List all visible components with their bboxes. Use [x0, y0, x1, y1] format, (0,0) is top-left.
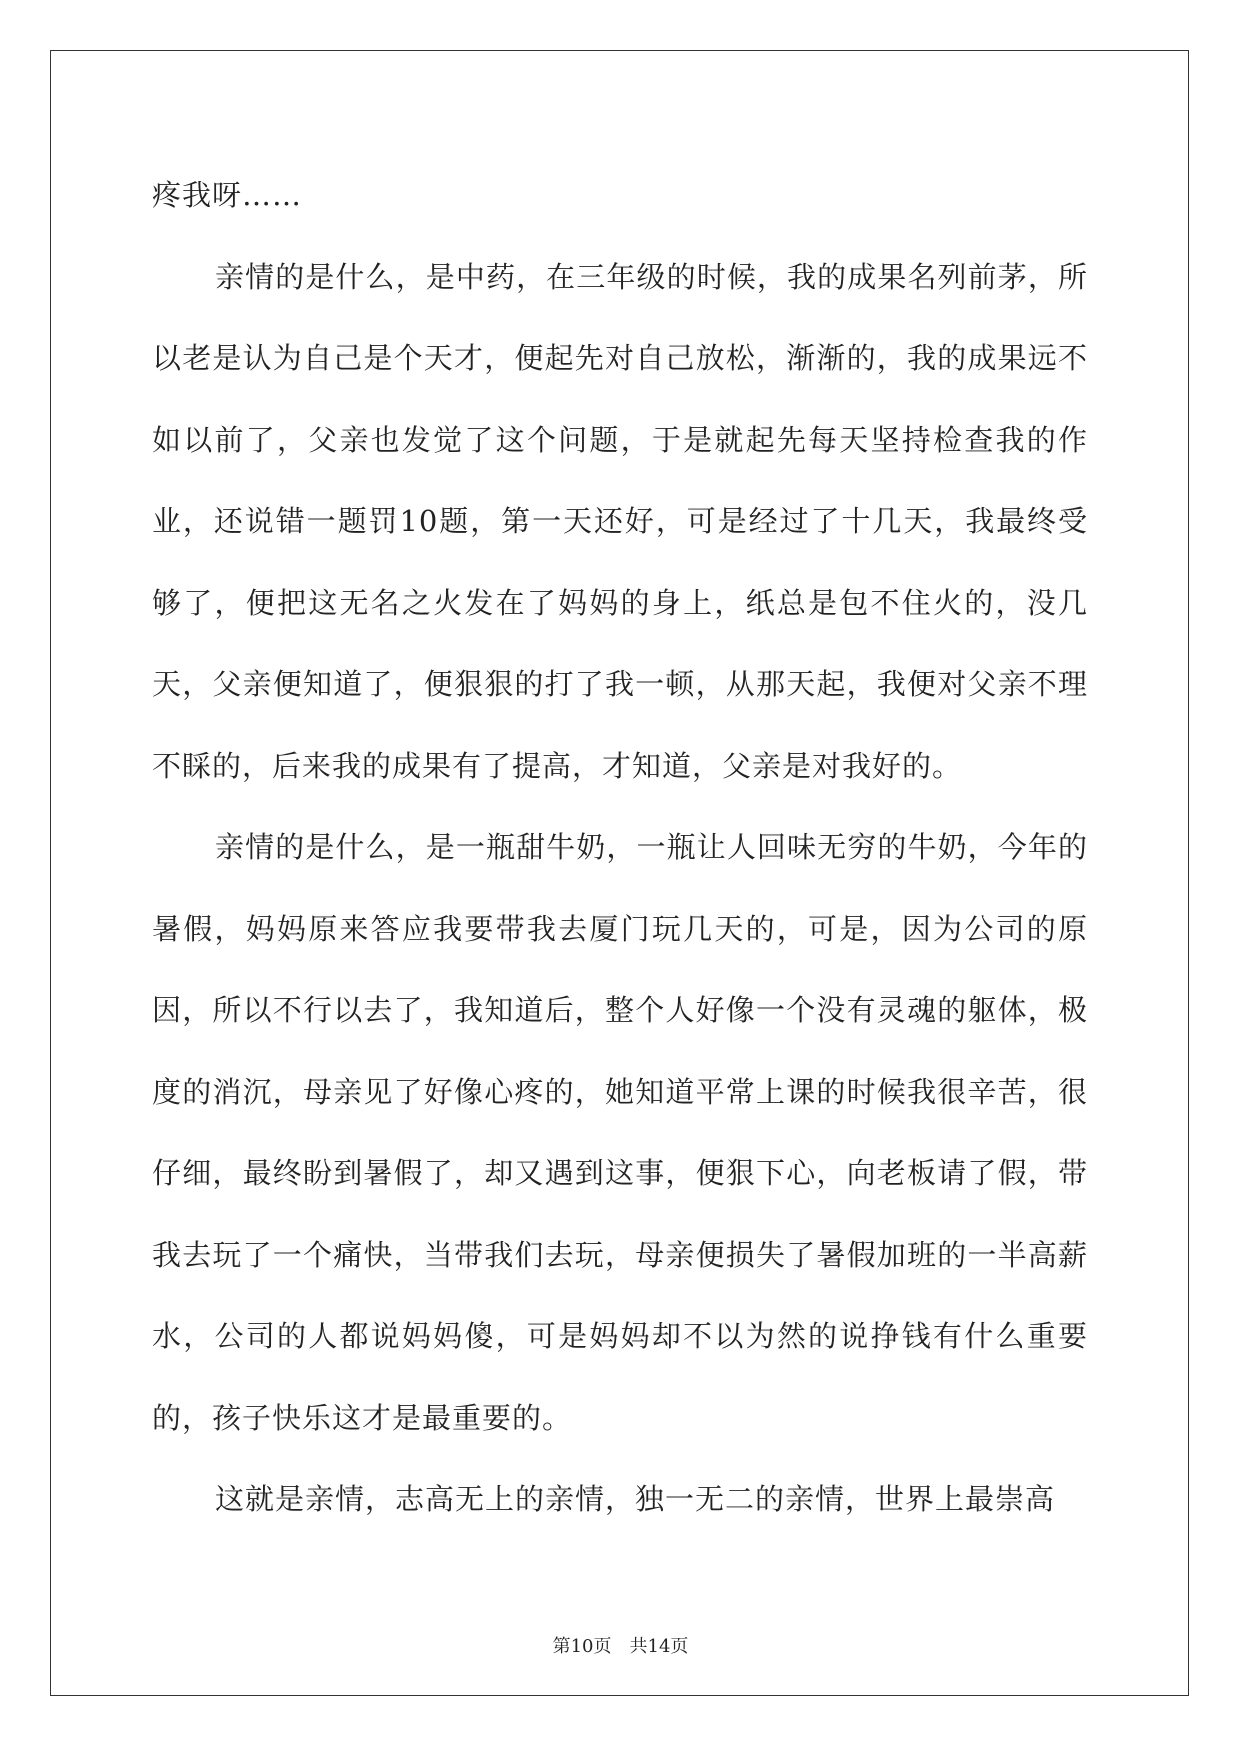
document-body — [152, 155, 1088, 1541]
paragraph-continuation: 疼我呀…… — [152, 178, 303, 212]
page-number: 第10页 — [552, 1636, 612, 1657]
paragraph-sweet-milk: 亲情的是什么，是一瓶甜牛奶，一瓶让人回味无穷的牛奶，今年的暑假，妈妈原来答应我要带我去厦门玩几天的，可是，因为公司的原因，所以不行以去了，我知道后，整个人好像一个没有灵魂的躯体，极度的消沉，母亲见了好像心疼的，她知道平常上课的时候我很辛苦，很仔细，最终盼到暑假了，却又遇到这事，便狠下心，向老板请了假，带我去玩了一个痛快，当带我们去玩，母亲便损失了暑假加班的一半高薪水，公司的人都说妈妈傻，可是妈妈却不以为然的说挣钱有什么重要的，孩子快乐这才是最重要的。 — [152, 830, 1088, 1435]
page-footer — [0, 1632, 1241, 1658]
paragraph-conclusion: 这就是亲情，志高无上的亲情，独一无二的亲情，世界上最崇高 — [215, 1482, 1056, 1516]
paragraph-chinese-medicine: 亲情的是什么，是中药，在三年级的时候，我的成果名列前茅，所以老是认为自己是个天才，便起先对自己放松，渐渐的，我的成果远不如以前了，父亲也发觉了这个问题，于是就起先每天坚持检查我的作业，还说错一题罚10题，第一天还好，可是经过了十几天，我最终受够了，便把这无名之火发在了妈妈的身上，纸总是包不住火的，没几天，父亲便知道了，便狠狠的打了我一顿，从那天起，我便对父亲不理不睬的，后来我的成果有了提高，才知道，父亲是对我好的。 — [152, 259, 1088, 783]
page-total: 共14页 — [629, 1636, 689, 1657]
